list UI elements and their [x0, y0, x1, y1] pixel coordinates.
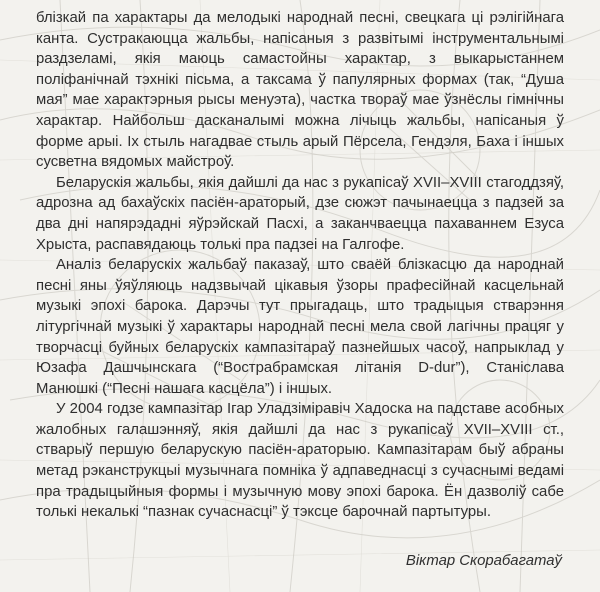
paragraph-3: Аналіз беларускіх жальбаў паказаў, што сваёй блізкасцю да народнай песні яны ўяўляюць надзвычай цікавыя ўзоры прафесійнай касцельнай музыкі эпохі барока. Дарэчы тут прыгадаць, што традыцыя стварэння літургічнай музыкі ў характары народнай песні мела свой лагічны працяг у творчасці буйных беларускіх кампазітараў пазнейшых часоў, напрыклад у Юзафа Дашчынскага (“Вострабрамская літанія D-dur”), Станіслава Манюшкі (“Песні нашага касцёла”) і іншых. [36, 257, 564, 397]
paragraph-2: Беларускія жальбы, якія дайшлі да нас з рукапісаў XVII–XVIII стагоддзяў, адрозна ад бахаўскіх пасіён-араторый, дзе сюжэт пачынаецца з падзей за два дні напярэдадні яўрэйскай Пасхі, а заканчваецца пахаваннем Езуса Хрыста, распавядаюць толькі пра падзеі на Галгофе. [36, 174, 564, 253]
paragraph-4: У 2004 годзе кампазітар Ігар Уладзіміравіч Хадоска на падставе асобных жалобных галашэнняў, якія дайшлі да нас з рукапісаў XVII–XVIII ст., стварыў першую беларускую пасіён-араторыю. Кампазітарам быў абраны метад рэканструкцыі музычнага помніка ў адпаведнасці з сучаснымі ведамі пра традыцыйныя формы і музычную мову эпохі барока. Ён дазволіў сабе толькі некалькі “пазнак сучаснасці” ў тэксце барочнай партытуры. [36, 401, 564, 521]
author-signature: Віктар Скорабагатаў [405, 553, 562, 569]
paragraph-1: блізкай па характары да мелодыкі народнай песні, свецкага ці рэлігійнага канта. Сустракаюцца жальбы, напісаныя з развітымі інструментальнымі раздзеламі, якія маюць самастойны характар, з выкарыстаннем поліфанічнай тэхнікі пісьма, а таксама ў папулярных формах (так, “Душа мая” мае характэрныя рысы менуэта), частка твораў мае ўзнёслы гімнічны характар. Найбольш дасканалымі можна лічыць жальбы, напісаныя ў форме арыі. Іх стыль нагадвае стыль арый Пёрсела, Гендэля, Баха і іншых сусветна вядомых майстроў. [36, 10, 564, 171]
